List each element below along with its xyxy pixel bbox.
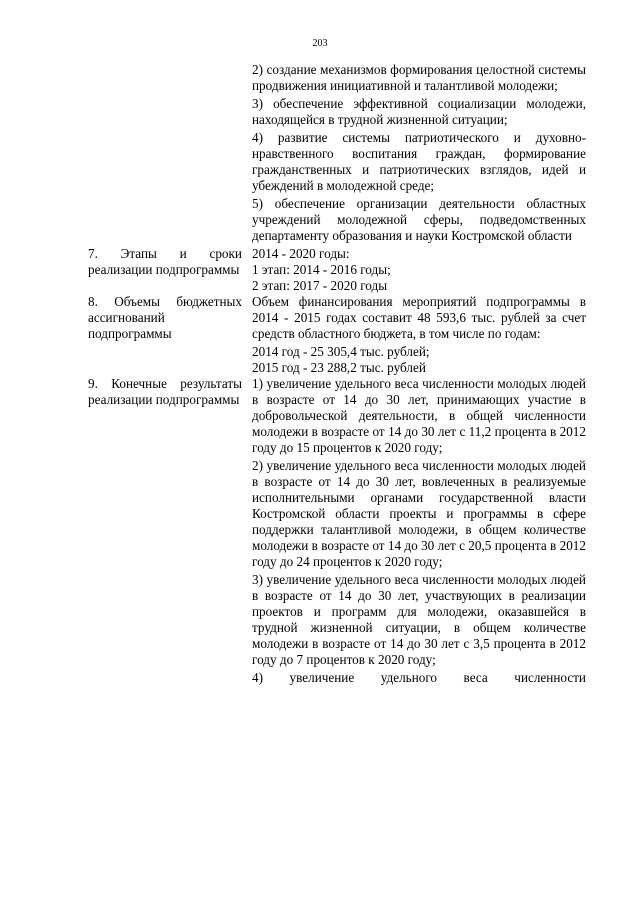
table-row-budget <box>88 294 586 376</box>
passport-table <box>88 62 586 688</box>
row-value <box>252 62 586 246</box>
row-label-stages: 7. Этапы и сроки реализации подпрограммы <box>88 246 242 277</box>
row-label-budget: 8. Объемы бюджетных ассигнований подпрограммы <box>88 294 242 341</box>
result-item-2: 2) увеличение удельного веса численности молодых людей в возрасте от 14 до 30 лет, вовлеченных в реализуемые исполнительными органами государственной власти Костромской области проекты и программы в сфере поддержки талантливой молодежи, в общем количестве молодежи в возрасте от 14 до 30 лет с 20,5 процента в 2012 году до 24 процентов к 2020 году; <box>252 458 586 569</box>
page-number: 203 <box>312 38 328 49</box>
budget-2015: 2015 год - 23 288,2 тыс. рублей <box>252 360 426 375</box>
task-item-3: 3) обеспечение эффективной социализации молодежи, находящейся в трудной жизненной ситуации; <box>252 96 586 127</box>
table-row-tasks-continued <box>88 62 586 246</box>
row-value-stages <box>252 246 586 294</box>
result-item-4: 4) увеличение удельного веса численности <box>252 670 586 685</box>
result-item-1: 1) увеличение удельного веса численности молодых людей в возрасте от 14 до 30 лет, принимающих участие в добровольческой деятельности, в общей численности молодежи в возрасте от 14 до 30 лет с 11,2 процента в 2012 году до 15 процентов к 2020 году; <box>252 376 586 455</box>
task-item-5: 5) обеспечение организации деятельности областных учреждений молодежной сферы, подведомственных департаменту образования и науки Костромской области <box>252 196 586 243</box>
stage-1: 1 этап: 2014 - 2016 годы; <box>252 262 391 277</box>
budget-2014: 2014 год - 25 305,4 тыс. рублей; <box>252 344 430 359</box>
row-value-results <box>252 376 586 688</box>
row-label <box>88 62 252 246</box>
row-value-budget <box>252 294 586 376</box>
budget-total: Объем финансирования мероприятий подпрограммы в 2014 - 2015 годах составит 48 593,6 тыс. рублей за счет средств областного бюджета, в том числе по годам: <box>252 294 586 341</box>
table-row-stages <box>88 246 586 294</box>
table-row-results <box>88 376 586 688</box>
task-item-2: 2) создание механизмов формирования целостной системы продвижения инициативной и талантливой молодежи; <box>252 62 586 93</box>
stage-2: 2 этап: 2017 - 2020 годы <box>252 278 388 293</box>
row-label-results: 9. Конечные результаты реализации подпрограммы <box>88 376 242 407</box>
task-item-4: 4) развитие системы патриотического и духовно-нравственного воспитания граждан, формирование гражданственных и патриотических взглядов, идей и убеждений в молодежной среде; <box>252 130 586 193</box>
stages-period: 2014 - 2020 годы: <box>252 246 350 261</box>
result-item-3: 3) увеличение удельного веса численности молодых людей в возрасте от 14 до 30 лет, участвующих в реализации проектов и программ для молодежи, оказавшейся в трудной жизненной ситуации, в общем количестве молодежи в возрасте от 14 до 30 лет с 3,5 процента в 2012 году до 7 процентов к 2020 году; <box>252 572 586 667</box>
